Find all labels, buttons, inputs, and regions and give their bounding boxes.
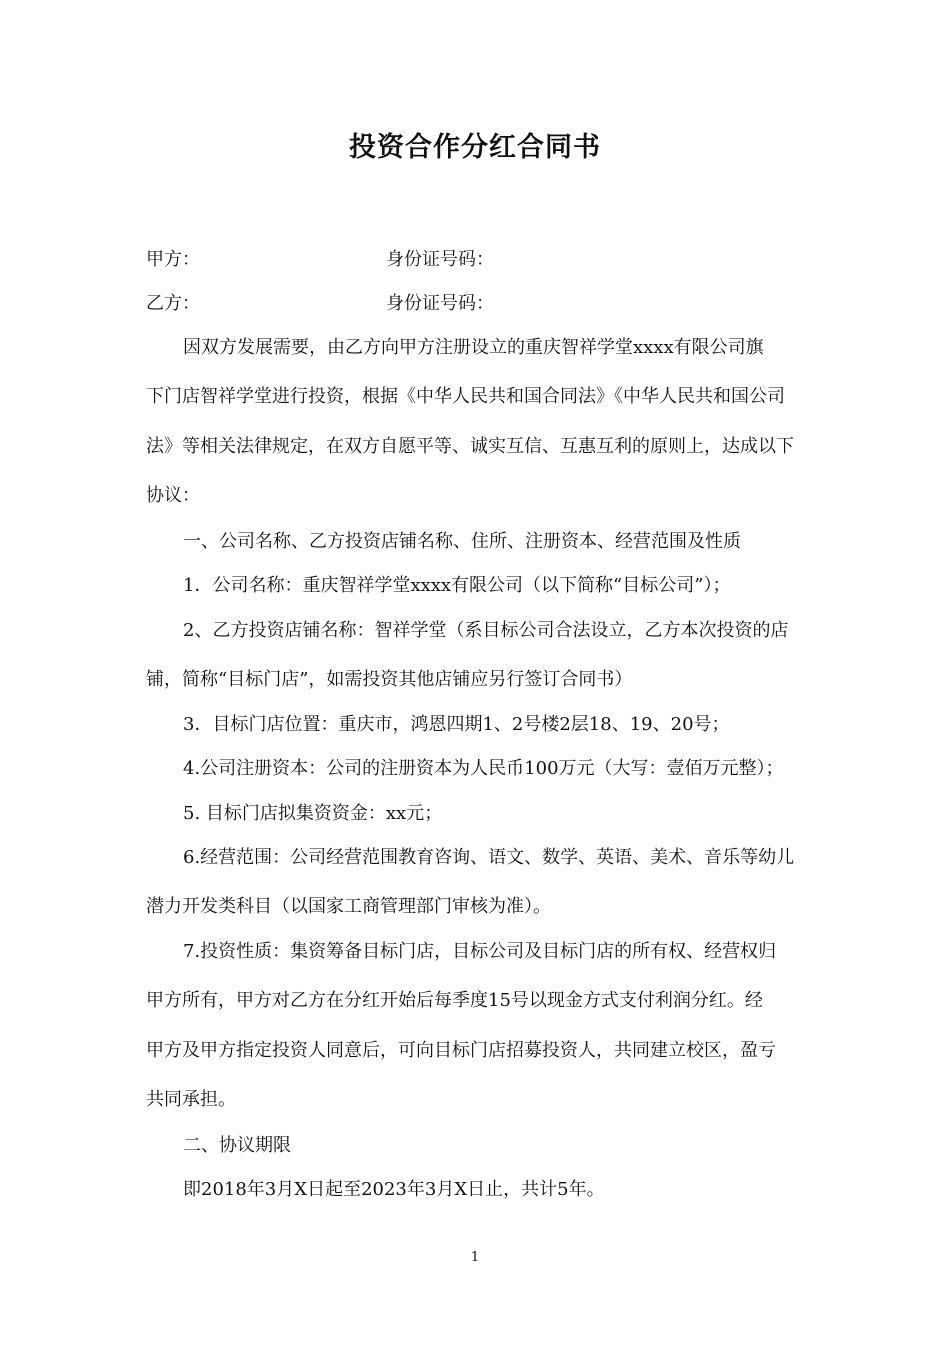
section-1-heading: 一、公司名称、乙方投资店铺名称、住所、注册资本、经营范围及性质 bbox=[183, 531, 741, 552]
clause-1-7-line-4: 共同承担。 bbox=[146, 1089, 236, 1110]
preamble-line-4: 协议： bbox=[146, 485, 200, 506]
party-b-label: 乙方： bbox=[146, 293, 200, 314]
document-title: 投资合作分红合同书 bbox=[349, 132, 601, 163]
clause-1-1: 1．公司名称：重庆智祥学堂xxxx有限公司（以下简称“目标公司”）； bbox=[183, 575, 731, 596]
party-b-id-label: 身份证号码： bbox=[386, 293, 494, 314]
page-number: 1 bbox=[470, 1250, 480, 1265]
clause-2-term: 即2018年3月X日起至2023年3月X日止，共计5年。 bbox=[183, 1179, 605, 1200]
clause-1-7-line-2: 甲方所有，甲方对乙方在分红开始后每季度15号以现金方式支付利润分红。经 bbox=[146, 990, 763, 1011]
clause-1-3: 3．目标门店位置：重庆市，鸿恩四期1、2号楼2层18、19、20号； bbox=[183, 714, 730, 735]
clause-1-7-line-1: 7.投资性质：集资筹备目标门店，目标公司及目标门店的所有权、经营权归 bbox=[183, 941, 777, 962]
clause-1-2-line-1: 2、乙方投资店铺名称：智祥学堂（系目标公司合法设立，乙方本次投资的店 bbox=[183, 620, 789, 641]
clause-1-6-line-2: 潜力开发类科目（以国家工商管理部门审核为准）。 bbox=[146, 896, 551, 917]
clause-1-7-line-3: 甲方及甲方指定投资人同意后，可向目标门店招募投资人，共同建立校区，盈亏 bbox=[146, 1040, 776, 1061]
clause-1-6-line-1: 6.经营范围：公司经营范围教育咨询、语文、数学、英语、美术、音乐等幼儿 bbox=[183, 847, 795, 868]
clause-1-5: 5. 目标门店拟集资资金：xx元； bbox=[183, 803, 443, 824]
preamble-line-3: 法》等相关法律规定，在双方自愿平等、诚实互信、互惠互利的原则上，达成以下 bbox=[146, 436, 794, 457]
clause-1-4: 4.公司注册资本：公司的注册资本为人民币100万元（大写：壹佰万元整）； bbox=[183, 758, 784, 779]
clause-1-2-line-2: 铺，简称“目标门店”，如需投资其他店铺应另行签订合同书） bbox=[146, 669, 633, 690]
preamble-line-2: 下门店智祥学堂进行投资，根据《中华人民共和国合同法》《中华人民共和国公司 bbox=[146, 386, 785, 407]
preamble-line-1: 因双方发展需要，由乙方向甲方注册设立的重庆智祥学堂xxxx有限公司旗 bbox=[183, 337, 764, 358]
party-a-id-label: 身份证号码： bbox=[386, 249, 494, 270]
party-a-label: 甲方： bbox=[146, 249, 200, 270]
section-2-heading: 二、协议期限 bbox=[183, 1135, 291, 1156]
